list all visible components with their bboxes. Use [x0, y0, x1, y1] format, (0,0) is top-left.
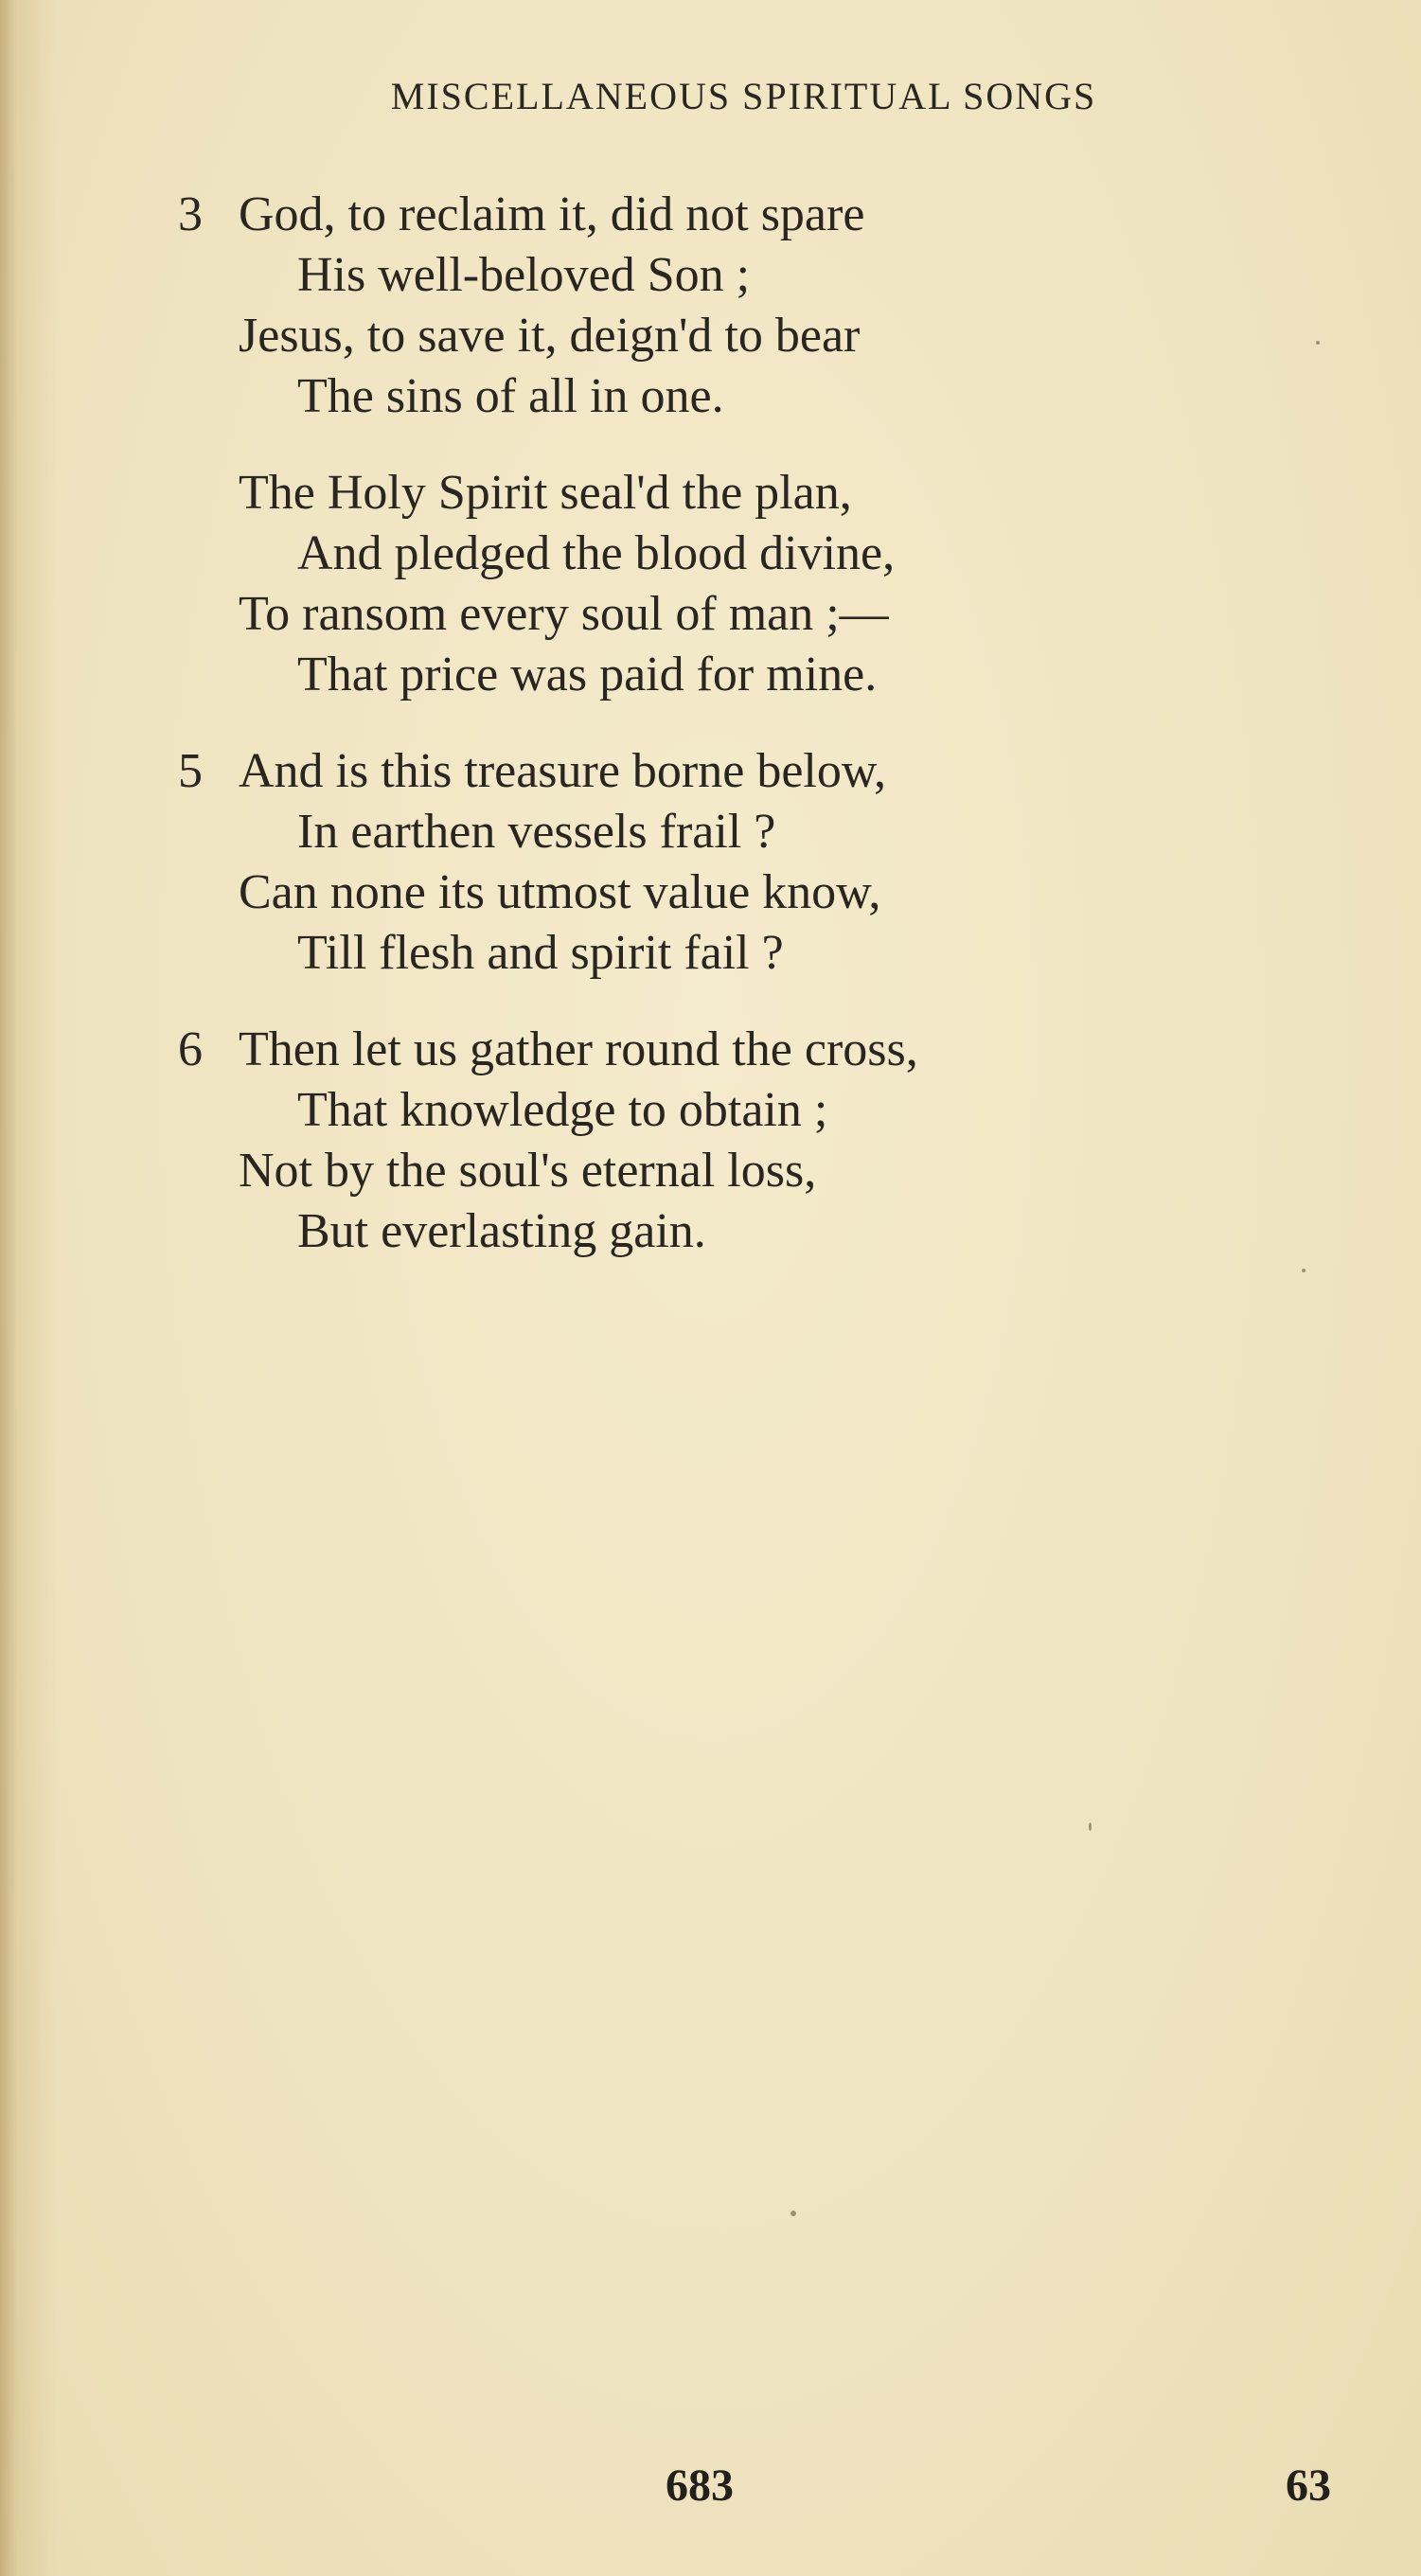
stanza-6 — [0, 1020, 1421, 1262]
verse-line — [0, 802, 1421, 862]
stanza-number: 5 — [178, 744, 203, 798]
verse-line-text: That price was paid for mine. — [297, 648, 878, 702]
paper-speck — [1316, 341, 1320, 345]
page-number: 63 — [1286, 2461, 1331, 2511]
verse-line-text: Jesus, to save it, deign'd to bear — [239, 309, 861, 363]
verse-line — [0, 1141, 1421, 1201]
verse-line-text: God, to reclaim it, did not spare — [239, 187, 865, 241]
verse-line — [0, 923, 1421, 984]
verse-line-text: But everlasting gain. — [297, 1204, 706, 1258]
running-head-text: MISCELLANEOUS SPIRITUAL SONGS — [390, 75, 1097, 117]
verse-line-text: Can none its utmost value know, — [239, 865, 881, 919]
running-head — [0, 74, 1421, 118]
verse-line-text: The sins of all in one. — [297, 369, 724, 423]
verse-line-text: Till flesh and spirit fail ? — [297, 926, 784, 980]
verse-line — [0, 862, 1421, 923]
verse-line-text: The Holy Spirit seal'd the plan, — [239, 466, 852, 520]
verse-line — [0, 524, 1421, 584]
verse-line — [0, 1201, 1421, 1262]
verse-line — [0, 245, 1421, 306]
paper-speck — [790, 2211, 796, 2216]
stanza-3 — [0, 185, 1421, 427]
page-footer — [0, 2460, 1421, 2516]
verse-line-text: And pledged the blood divine, — [297, 526, 896, 580]
stanza-number: 6 — [178, 1022, 203, 1076]
verse-line — [0, 306, 1421, 366]
verse-line — [0, 584, 1421, 645]
verse-line-text: In earthen vessels frail ? — [297, 805, 776, 859]
hymn-number: 683 — [666, 2461, 734, 2511]
verse-line-text: Then let us gather round the cross, — [239, 1022, 918, 1076]
verse-line — [0, 1080, 1421, 1141]
verse-line-text: And is this treasure borne below, — [239, 744, 887, 798]
verse-line-text: That knowledge to obtain ; — [297, 1083, 828, 1137]
paper-speck — [1302, 1269, 1306, 1272]
verse-line-text: Not by the soul's eternal loss, — [239, 1144, 817, 1198]
stanza-5 — [0, 741, 1421, 984]
stanza-number: 3 — [178, 187, 203, 241]
verse-line — [0, 185, 1421, 245]
verse-line — [0, 645, 1421, 705]
verse-line — [0, 741, 1421, 802]
verse-line — [0, 366, 1421, 427]
verse-line — [0, 463, 1421, 524]
verse-line-text: His well-beloved Son ; — [297, 248, 751, 302]
stanza-4 — [0, 463, 1421, 705]
verse-line — [0, 1020, 1421, 1080]
hymn-text — [0, 185, 1421, 1298]
verse-line-text: To ransom every soul of man ;— — [239, 587, 889, 641]
paper-speck — [1089, 1822, 1092, 1831]
